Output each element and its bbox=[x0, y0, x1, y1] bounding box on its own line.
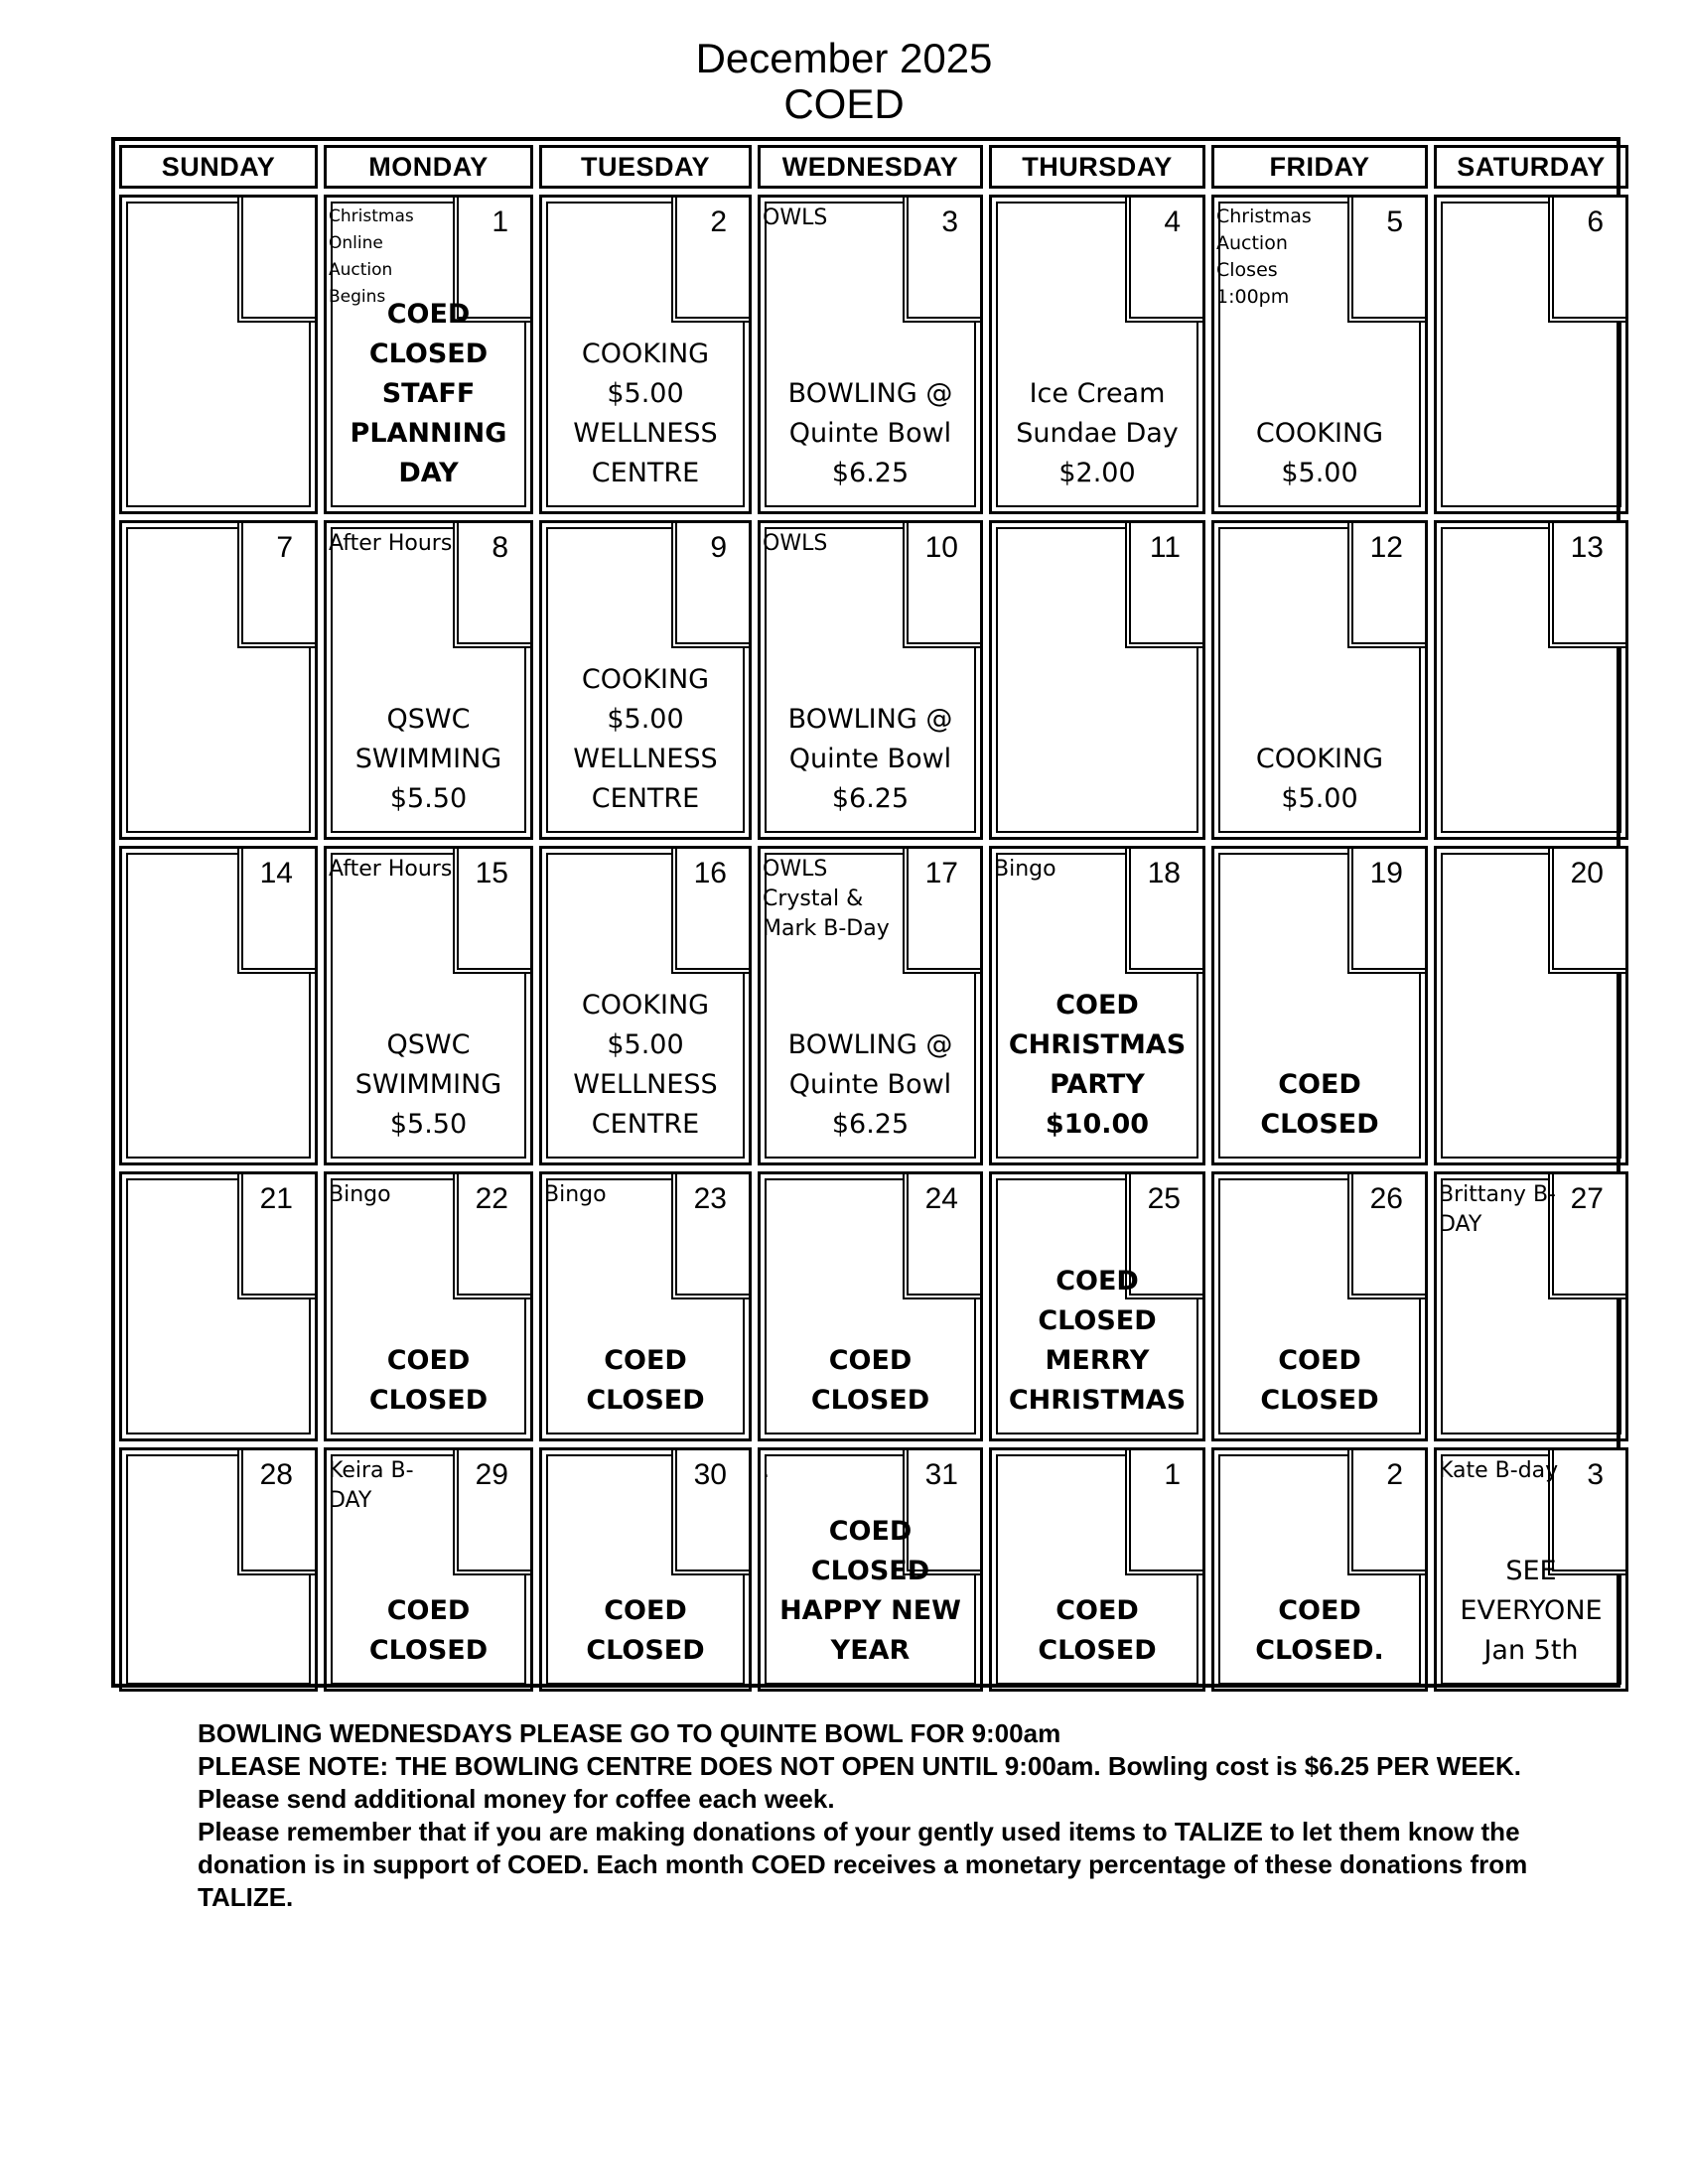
day-number: 30 bbox=[693, 1458, 727, 1491]
day-number-box bbox=[453, 849, 530, 974]
day-event-line: DAY bbox=[398, 458, 459, 488]
day-number: 18 bbox=[1147, 857, 1181, 889]
day-cell bbox=[119, 1171, 318, 1441]
day-number-box bbox=[237, 849, 315, 974]
footer-note-centre-hours: PLEASE NOTE: THE BOWLING CENTRE DOES NOT OPEN UNTIL 9:00am. Bowling cost is $6.25 PER WEEK. Please send additional money for coffee each week. bbox=[198, 1751, 1521, 1814]
day-number-box bbox=[1125, 1450, 1202, 1575]
day-number-box bbox=[237, 1450, 315, 1575]
day-number-box bbox=[1347, 198, 1425, 323]
day-event-line: $5.00 bbox=[1281, 458, 1358, 488]
day-event bbox=[333, 295, 524, 493]
day-number: 1 bbox=[492, 205, 508, 238]
day-event bbox=[1220, 1341, 1419, 1421]
day-event bbox=[548, 986, 743, 1145]
day-event-line: SWIMMING bbox=[354, 744, 502, 774]
day-event-line: $6.25 bbox=[831, 1109, 910, 1140]
day-cell bbox=[324, 195, 533, 514]
day-cell bbox=[1211, 1171, 1428, 1441]
day-event-line: CENTRE bbox=[591, 1109, 700, 1140]
day-event-line: QSWC bbox=[386, 704, 471, 735]
day-number: 2 bbox=[1386, 1458, 1403, 1491]
day-cell bbox=[539, 1171, 752, 1441]
day-cell bbox=[119, 1447, 318, 1692]
day-event-line: HAPPY NEW bbox=[779, 1595, 961, 1626]
day-cell bbox=[324, 1447, 533, 1692]
day-event-line: COED CLOSED bbox=[586, 1345, 705, 1416]
day-event-line: EVERYONE bbox=[1460, 1595, 1603, 1626]
day-header-thursday: THURSDAY bbox=[989, 145, 1205, 189]
day-event-line: COED CLOSED bbox=[1038, 1595, 1157, 1666]
day-event-line: STAFF bbox=[381, 378, 476, 409]
day-event-line: $6.25 bbox=[831, 458, 910, 488]
day-event bbox=[1220, 414, 1419, 493]
day-event bbox=[333, 700, 524, 819]
calendar-title-block bbox=[0, 36, 1688, 127]
day-event-line: COOKING bbox=[581, 990, 710, 1021]
day-event-line: COOKING bbox=[1255, 744, 1384, 774]
day-cell bbox=[758, 1171, 983, 1441]
day-number-box bbox=[671, 1450, 749, 1575]
day-number: 15 bbox=[475, 857, 508, 889]
day-cell bbox=[119, 846, 318, 1165]
day-event-line: COED CLOSED bbox=[810, 1516, 930, 1586]
day-cell bbox=[119, 520, 318, 840]
day-number-box bbox=[903, 849, 980, 974]
day-event-line: COED CLOSED bbox=[368, 1345, 489, 1416]
day-event-line: COED CLOSED bbox=[810, 1345, 930, 1416]
day-number: 8 bbox=[492, 531, 508, 564]
day-event-line: PARTY bbox=[1050, 1069, 1145, 1100]
day-number-box bbox=[1548, 849, 1625, 974]
day-event bbox=[1220, 1591, 1419, 1671]
day-event-line: SEE bbox=[1505, 1556, 1557, 1586]
day-cell bbox=[539, 520, 752, 840]
day-number-box bbox=[1125, 198, 1202, 323]
day-header-monday: MONDAY bbox=[324, 145, 533, 189]
day-event-line: COED CLOSED. bbox=[1255, 1595, 1384, 1666]
day-event-line: COED CLOSED bbox=[586, 1595, 705, 1666]
day-event bbox=[548, 1341, 743, 1421]
day-event-line: $5.50 bbox=[389, 1109, 468, 1140]
day-note: Bingo bbox=[329, 1182, 391, 1207]
day-number-box bbox=[1347, 523, 1425, 648]
day-number: 23 bbox=[693, 1182, 727, 1215]
day-event bbox=[767, 1341, 974, 1421]
day-cell bbox=[1434, 1171, 1628, 1441]
day-event bbox=[548, 1591, 743, 1671]
day-event bbox=[767, 374, 974, 493]
day-event-line: $5.00 bbox=[1281, 783, 1358, 814]
day-cell bbox=[1434, 1447, 1628, 1692]
day-number: 12 bbox=[1369, 531, 1403, 564]
day-event bbox=[998, 1262, 1196, 1421]
day-event-line: COED bbox=[1055, 990, 1139, 1021]
day-event bbox=[1443, 1552, 1619, 1671]
day-number-box bbox=[453, 1450, 530, 1575]
day-event-line: Sundae Day bbox=[1016, 418, 1179, 449]
day-cell bbox=[989, 1171, 1205, 1441]
day-note: . bbox=[763, 1458, 770, 1483]
day-number-box bbox=[237, 1174, 315, 1299]
day-event-line: COED CLOSED bbox=[368, 1595, 489, 1666]
day-cell bbox=[119, 195, 318, 514]
day-cell bbox=[1434, 195, 1628, 514]
day-cell bbox=[324, 846, 533, 1165]
day-event bbox=[767, 700, 974, 819]
day-number: 19 bbox=[1369, 857, 1403, 889]
day-number: 17 bbox=[924, 857, 958, 889]
day-number: 31 bbox=[924, 1458, 958, 1491]
day-event-line: CENTRE bbox=[591, 783, 700, 814]
day-event-line: CHRISTMAS bbox=[1008, 1385, 1187, 1416]
day-event-line: Quinte Bowl bbox=[788, 418, 952, 449]
day-event bbox=[767, 1025, 974, 1145]
day-event-line: $2.00 bbox=[1058, 458, 1136, 488]
day-event-line: PLANNING bbox=[350, 418, 507, 449]
footer-notes bbox=[198, 1717, 1588, 1914]
day-number-box bbox=[671, 198, 749, 323]
day-event-line: SWIMMING bbox=[354, 1069, 502, 1100]
day-number-box bbox=[453, 523, 530, 648]
day-number-box bbox=[237, 523, 315, 648]
day-note: Bingo bbox=[994, 857, 1056, 882]
day-number: 27 bbox=[1570, 1182, 1604, 1215]
day-header-friday: FRIDAY bbox=[1211, 145, 1428, 189]
day-number: 3 bbox=[1587, 1458, 1604, 1491]
day-event-line: WELLNESS bbox=[573, 418, 718, 449]
day-event bbox=[998, 986, 1196, 1145]
day-number: 13 bbox=[1570, 531, 1604, 564]
day-cell bbox=[1211, 195, 1428, 514]
day-event-line: BOWLING @ bbox=[787, 1029, 953, 1060]
day-event-line: $6.25 bbox=[831, 783, 910, 814]
day-cell bbox=[539, 846, 752, 1165]
day-cell bbox=[989, 1447, 1205, 1692]
calendar-inner bbox=[119, 145, 1613, 1680]
day-number: 21 bbox=[259, 1182, 293, 1215]
day-event bbox=[333, 1341, 524, 1421]
day-note: OWLS bbox=[763, 531, 828, 556]
day-header-saturday: SATURDAY bbox=[1434, 145, 1628, 189]
day-cell bbox=[758, 195, 983, 514]
day-number-box bbox=[453, 1174, 530, 1299]
day-note: Bingo bbox=[544, 1182, 607, 1207]
day-event-line: CENTRE bbox=[591, 458, 700, 488]
day-event-line: YEAR bbox=[830, 1635, 911, 1666]
day-note: Christmas Online Auction Begins bbox=[329, 206, 414, 307]
day-event-line: $5.00 bbox=[607, 704, 684, 735]
day-number: 22 bbox=[475, 1182, 508, 1215]
day-event bbox=[333, 1591, 524, 1671]
day-event-line: COOKING bbox=[1255, 418, 1384, 449]
day-cell bbox=[539, 195, 752, 514]
day-event-line: COED CLOSED bbox=[1260, 1345, 1379, 1416]
day-number-box bbox=[671, 523, 749, 648]
day-event bbox=[1220, 740, 1419, 819]
day-cell bbox=[758, 1447, 983, 1692]
day-cell bbox=[1434, 520, 1628, 840]
day-note: Kate B-day bbox=[1439, 1458, 1559, 1483]
day-note: After Hours bbox=[329, 531, 453, 556]
day-cell bbox=[758, 846, 983, 1165]
day-number: 9 bbox=[710, 531, 727, 564]
day-cell bbox=[1211, 846, 1428, 1165]
day-event bbox=[548, 335, 743, 493]
day-cell bbox=[989, 520, 1205, 840]
day-number-box bbox=[671, 849, 749, 974]
day-number: 5 bbox=[1386, 205, 1403, 238]
day-event bbox=[998, 1591, 1196, 1671]
day-cell bbox=[1434, 846, 1628, 1165]
day-event bbox=[998, 374, 1196, 493]
day-cell bbox=[989, 195, 1205, 514]
day-header-tuesday: TUESDAY bbox=[539, 145, 752, 189]
footer-note-talize: Please remember that if you are making donations of your gently used items to TALIZE to let them know the donation is in support of COED. Each month COED receives a monetary percentage of these donations from TALIZE. bbox=[198, 1817, 1528, 1912]
day-cell bbox=[324, 520, 533, 840]
day-number: 10 bbox=[924, 531, 958, 564]
day-number: 2 bbox=[710, 205, 727, 238]
day-number: 6 bbox=[1587, 205, 1604, 238]
day-event-line: CHRISTMAS bbox=[1008, 1029, 1187, 1060]
day-number: 7 bbox=[276, 531, 293, 564]
day-cell bbox=[1211, 520, 1428, 840]
day-event-line: COED CLOSED bbox=[368, 299, 489, 369]
day-header-sunday: SUNDAY bbox=[119, 145, 318, 189]
day-number: 25 bbox=[1147, 1182, 1181, 1215]
day-number-box bbox=[1347, 1450, 1425, 1575]
day-header-wednesday: WEDNESDAY bbox=[758, 145, 983, 189]
day-event-line: $5.00 bbox=[607, 1029, 684, 1060]
day-event-line: Ice Cream bbox=[1029, 378, 1166, 409]
day-cell bbox=[758, 520, 983, 840]
day-event bbox=[333, 1025, 524, 1145]
calendar-subtitle: COED bbox=[783, 80, 905, 127]
day-cell bbox=[324, 1171, 533, 1441]
day-number-box bbox=[671, 1174, 749, 1299]
footer-note-bowling: BOWLING WEDNESDAYS PLEASE GO TO QUINTE BOWL FOR 9:00am bbox=[198, 1718, 1061, 1748]
day-number: 20 bbox=[1570, 857, 1604, 889]
day-number: 3 bbox=[941, 205, 958, 238]
day-event bbox=[548, 660, 743, 819]
day-number: 29 bbox=[475, 1458, 508, 1491]
day-number: 16 bbox=[693, 857, 727, 889]
day-cell bbox=[539, 1447, 752, 1692]
day-event-line: Jan 5th bbox=[1483, 1635, 1579, 1666]
day-event bbox=[1220, 1065, 1419, 1145]
day-event-line: BOWLING @ bbox=[787, 378, 953, 409]
day-number-box bbox=[1548, 198, 1625, 323]
day-number-box bbox=[237, 198, 315, 323]
day-event-line: $5.00 bbox=[607, 378, 684, 409]
day-number-box bbox=[1125, 523, 1202, 648]
day-cell bbox=[989, 846, 1205, 1165]
day-event-line: $5.50 bbox=[389, 783, 468, 814]
day-event-line: BOWLING @ bbox=[787, 704, 953, 735]
day-event bbox=[767, 1512, 974, 1671]
day-event-line: Quinte Bowl bbox=[788, 744, 952, 774]
day-note: Brittany B-DAY bbox=[1439, 1182, 1556, 1237]
day-note: After Hours bbox=[329, 857, 453, 882]
day-event-line: COED CLOSED bbox=[1260, 1069, 1379, 1140]
day-number: 11 bbox=[1149, 531, 1181, 564]
day-number-box bbox=[903, 523, 980, 648]
day-note: Keira B-DAY bbox=[329, 1458, 414, 1513]
day-number-box bbox=[903, 1174, 980, 1299]
day-number-box bbox=[1347, 849, 1425, 974]
day-event-line: COOKING bbox=[581, 664, 710, 695]
day-number: 1 bbox=[1164, 1458, 1181, 1491]
calendar-grid bbox=[111, 137, 1620, 1688]
day-number: 28 bbox=[259, 1458, 293, 1491]
day-number-box bbox=[1125, 849, 1202, 974]
day-number: 24 bbox=[924, 1182, 958, 1215]
day-event-line: QSWC bbox=[386, 1029, 471, 1060]
day-event-line: COOKING bbox=[581, 339, 710, 369]
day-note: Christmas Auction Closes 1:00pm bbox=[1216, 205, 1312, 308]
day-event-line: WELLNESS bbox=[573, 744, 718, 774]
day-cell bbox=[1211, 1447, 1428, 1692]
day-event-line: WELLNESS bbox=[573, 1069, 718, 1100]
day-number-box bbox=[903, 198, 980, 323]
day-number-box bbox=[1347, 1174, 1425, 1299]
day-number: 26 bbox=[1369, 1182, 1403, 1215]
day-number: 4 bbox=[1164, 205, 1181, 238]
day-number: 14 bbox=[259, 857, 293, 889]
day-event-line: COED CLOSED bbox=[1038, 1266, 1157, 1336]
calendar-title: December 2025 bbox=[695, 35, 993, 81]
day-event-line: $10.00 bbox=[1045, 1109, 1150, 1140]
day-note: OWLS bbox=[763, 205, 828, 230]
day-event-line: MERRY bbox=[1045, 1345, 1150, 1376]
day-number-box bbox=[1548, 523, 1625, 648]
day-event-line: Quinte Bowl bbox=[788, 1069, 952, 1100]
day-note: OWLS Crystal & Mark B-Day bbox=[763, 857, 890, 941]
